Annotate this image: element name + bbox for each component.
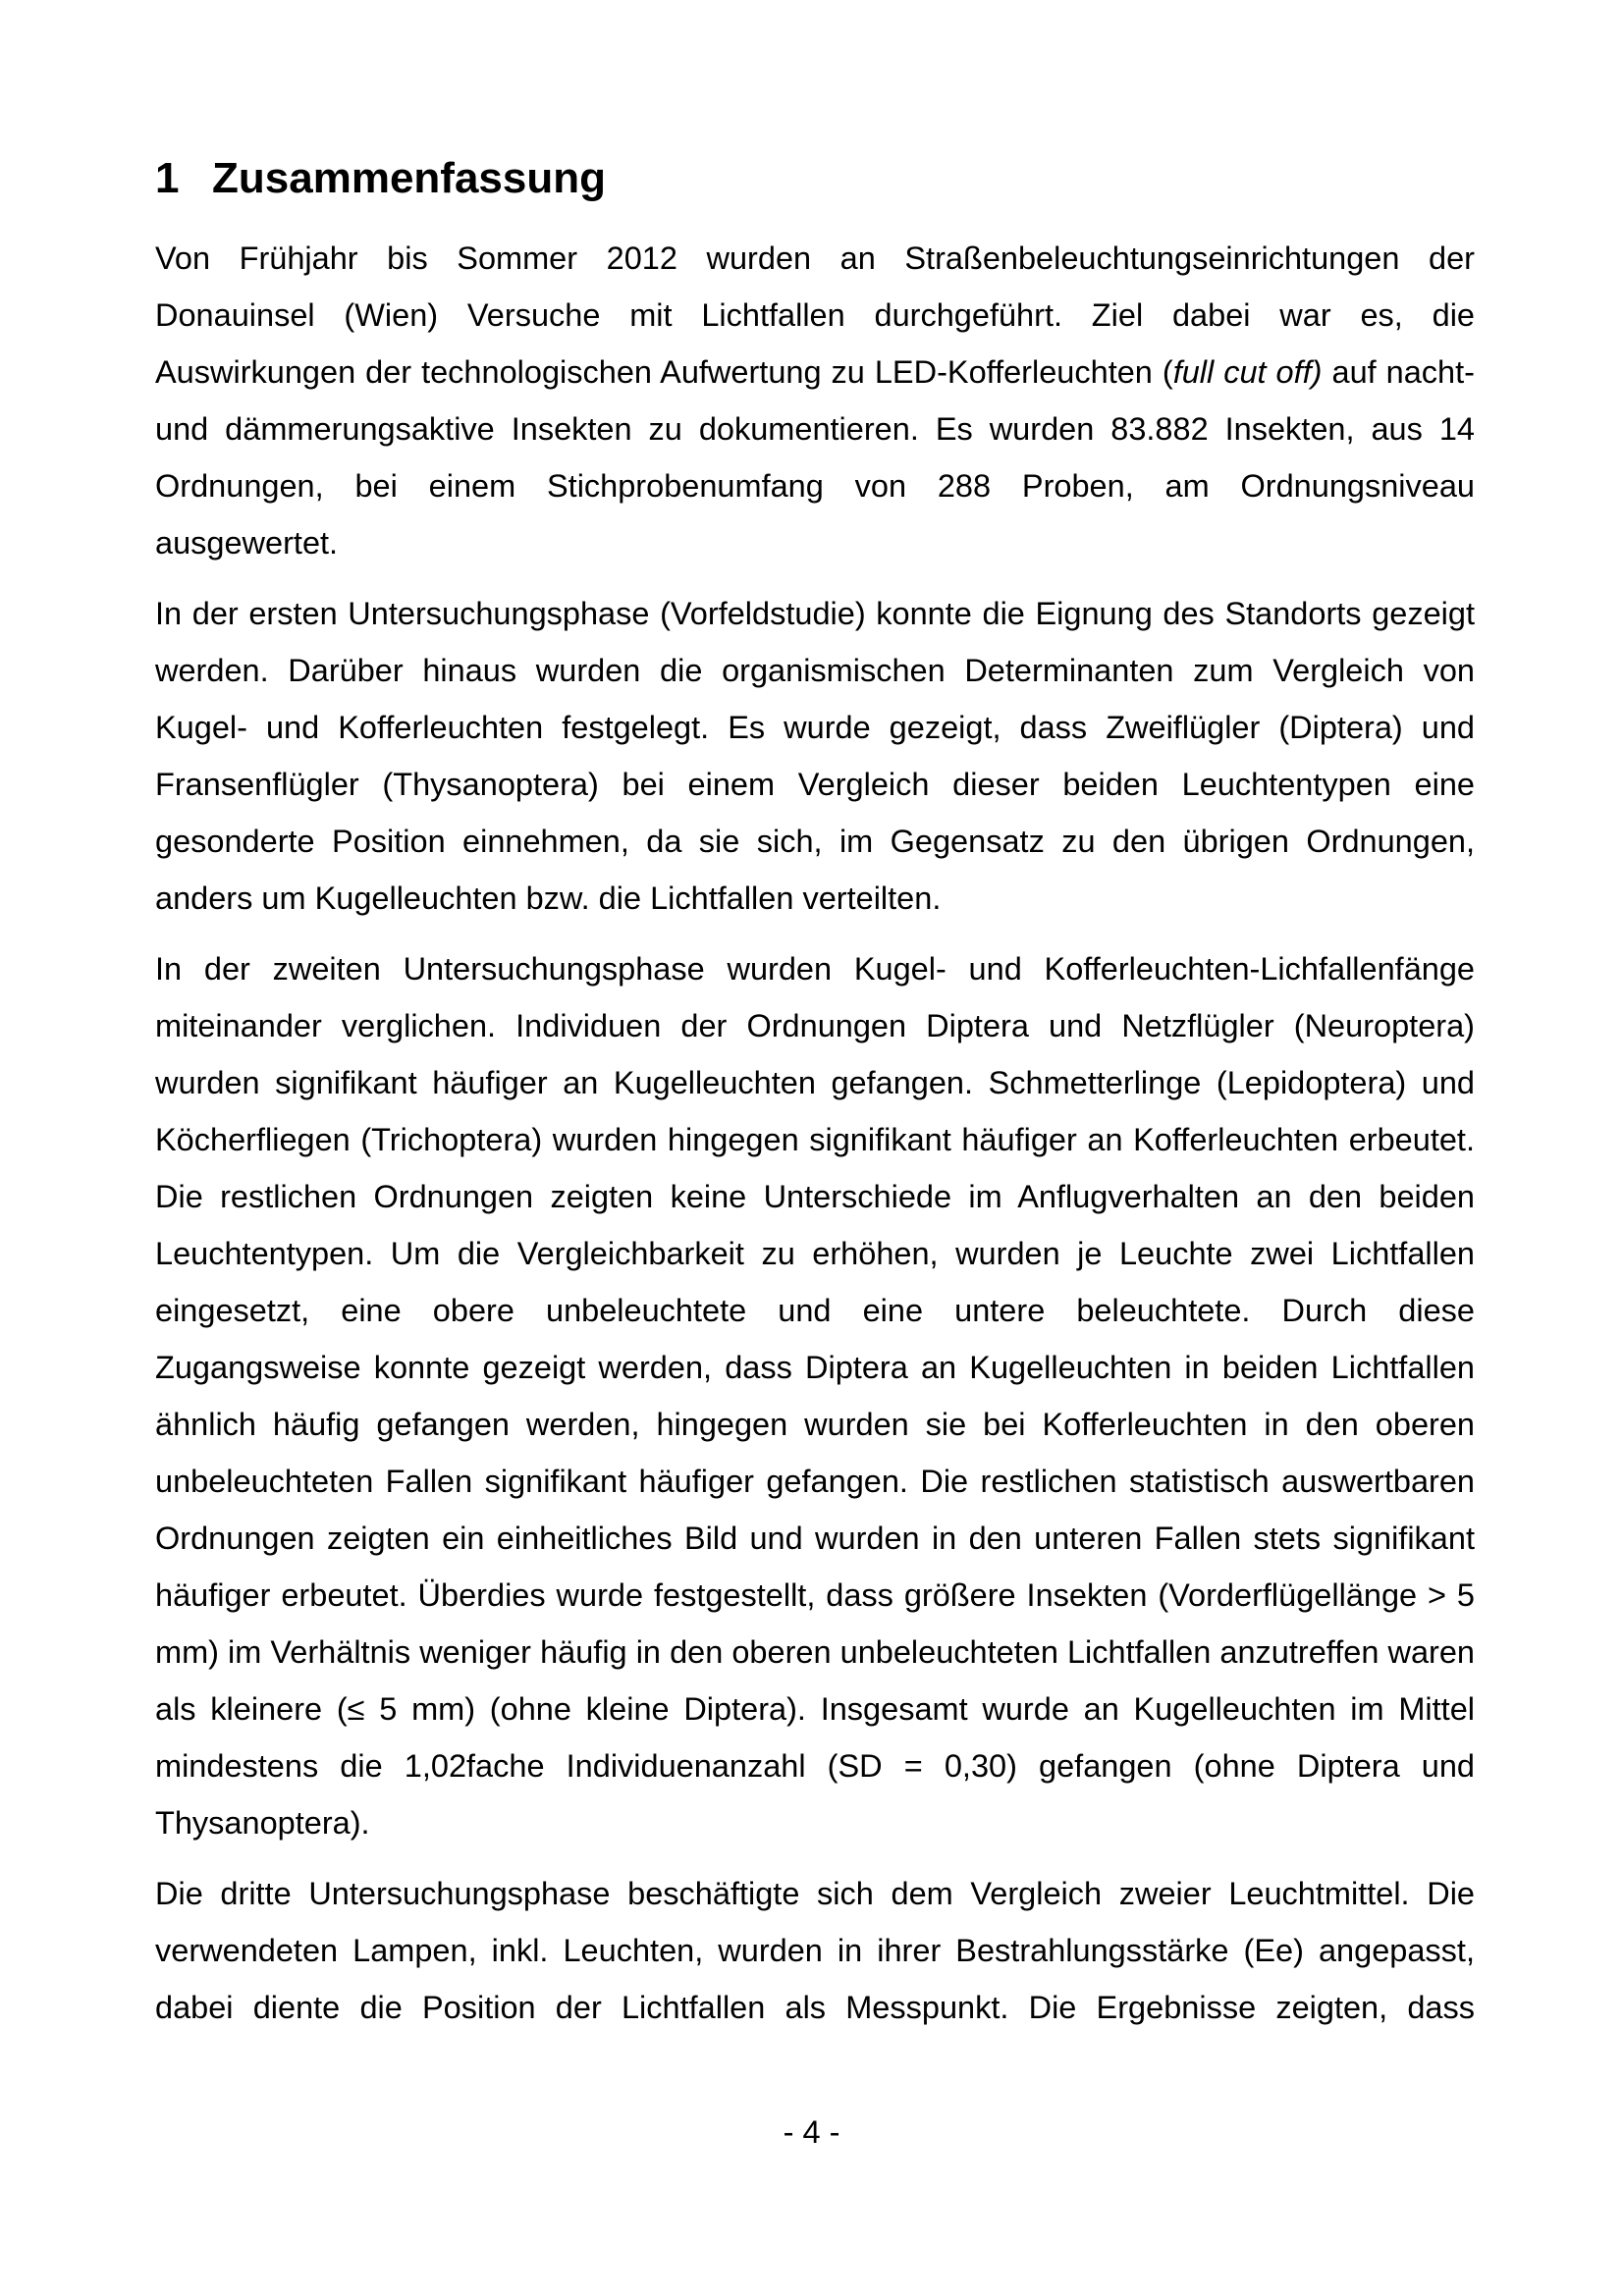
paragraph-4: Die dritte Untersuchungsphase beschäftigte sich dem Vergleich zweier Leuchtmittel. Die verwendeten Lampen, inkl. Leuchten, wurden in ihrer Bestrahlungsstärke (Ee) angepasst, dabei diente die Position der Lichtfallen als Messpunkt. Die Ergebnisse zeigten, dass bbox=[155, 1876, 1475, 2025]
section-heading bbox=[155, 149, 1475, 208]
paragraph-3: In der zweiten Untersuchungsphase wurden Kugel- und Kofferleuchten-Lichfallenfänge miteinander verglichen. Individuen der Ordnungen Diptera und Netzflügler (Neuroptera) wurden signifikant häufiger an Kugelleuchten gefangen. Schmetterlinge (Lepidoptera) und Köcherfliegen (Trichoptera) wurden hingegen signifikant häufiger an Kofferleuchten erbeutet. Die restlichen Ordnungen zeigten keine Unterschiede im Anflugverhalten an den beiden Leuchtentypen. Um die Vergleichbarkeit zu erhöhen, wurden je Leuchte zwei Lichtfallen eingesetzt, eine obere unbeleuchtete und eine untere beleuchtete. Durch diese Zugangsweise konnte gezeigt werden, dass Diptera an Kugelleuchten in beiden Lichtfallen ähnlich häufig gefangen werden, hingegen wurden sie bei Kofferleuchten in den oberen unbeleuchteten Fallen signifikant häufiger gefangen. Die restlichen statistisch auswertbaren Ordnungen zeigten ein einheitliches Bild und wurden in den unteren Fallen stets signifikant häufiger erbeutet. Überdies wurde festgestellt, dass größere Insekten (Vorderflügellänge > 5 mm) im Verhältnis weniger häufig in den oberen unbeleuchteten Lichtfallen anzutreffen waren als kleinere (≤ 5 mm) (ohne kleine Diptera). Insgesamt wurde an Kugelleuchten im Mittel mindestens die 1,02fache Individuenanzahl (SD = 0,30) gefangen (ohne Diptera und Thysanoptera). bbox=[155, 951, 1475, 1841]
paragraph-2: In der ersten Untersuchungsphase (Vorfeldstudie) konnte die Eignung des Standorts gezeigt werden. Darüber hinaus wurden die organismischen Determinanten zum Vergleich von Kugel- und Kofferleuchten festgelegt. Es wurde gezeigt, dass Zweiflügler (Diptera) und Fransenflügler (Thysanoptera) bei einem Vergleich dieser beiden Leuchtentypen eine gesonderte Position einnehmen, da sie sich, im Gegensatz zu den übrigen Ordnungen, anders um Kugelleuchten bzw. die Lichtfallen verteilten. bbox=[155, 596, 1475, 916]
paragraph-1 bbox=[155, 230, 1475, 571]
paragraph-1-text-after: auf nacht- und dämmerungsaktive Insekten zu dokumentieren. Es wurden 83.882 Insekten, aus 14 Ordnungen, bei einem Stichprobenumfang von 288 Proben, am Ordnungsniveau ausgewertet. bbox=[155, 354, 1475, 561]
paragraph-1-italic: full cut off) bbox=[1172, 354, 1323, 390]
page-content bbox=[155, 149, 1475, 2050]
page-number: - 4 - bbox=[783, 2114, 840, 2150]
section-number: 1 bbox=[155, 154, 180, 202]
paragraph-1-text-before: Von Frühjahr bis Sommer 2012 wurden an Straßenbeleuchtungseinrichtungen der Donauinsel (Wien) Versuche mit Lichtfallen durchgeführt. Ziel dabei war es, die Auswirkungen der technologischen Aufwertung zu LED-Kofferleuchten ( bbox=[155, 240, 1475, 390]
section-title: Zusammenfassung bbox=[212, 154, 606, 202]
